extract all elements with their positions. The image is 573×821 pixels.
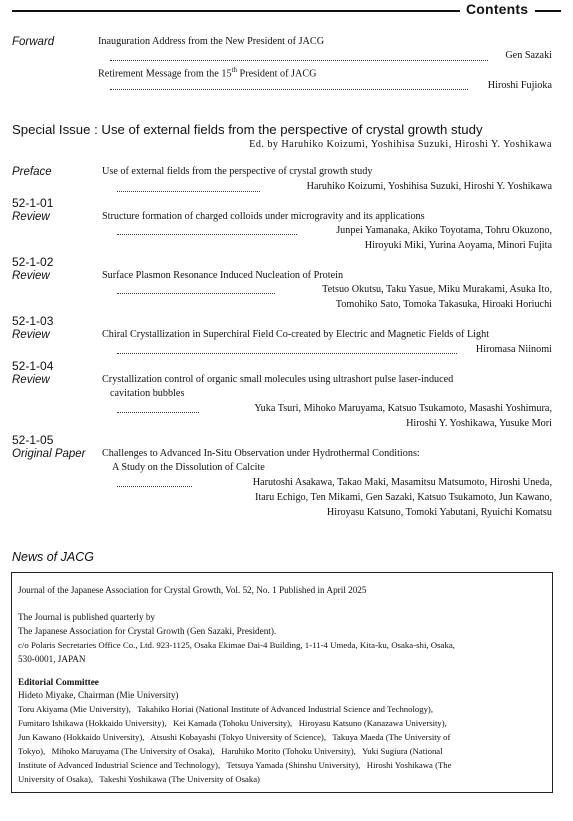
publication-info-box [11, 572, 553, 793]
article-title[interactable]: Chiral Crystallization in Superchiral Field Co-created by Electric and Magnetic Fields of Light [102, 329, 490, 340]
forward-item-2-authors: Hiroshi Fujioka [487, 80, 552, 91]
quarterly-line: The Journal is published quarterly by [18, 612, 156, 622]
article-authors: Hiromasa Niinomi [475, 344, 552, 355]
leader-dots [117, 353, 457, 354]
article-title[interactable]: Crystallization control of organic small molecules using ultrashort pulse laser-induced [102, 374, 454, 385]
contents-title: Contents [466, 1, 529, 17]
publication-line: Journal of the Japanese Association for Crystal Growth, Vol. 52, No. 1 Published in April 2025 [18, 585, 367, 595]
leader-dots [110, 89, 468, 90]
leader-dots [117, 234, 297, 235]
committee-line: Fumitaro Ishikawa (Hokkaido University), Kei Kamada (Tohoku University), Hiroyasu Katsuno (Kanazawa University), [18, 718, 447, 728]
article-title-continued[interactable]: A Study on the Dissolution of Calcite [112, 462, 265, 473]
leader-dots [110, 60, 488, 61]
article-code: 52-1-02 [12, 255, 54, 269]
committee-line: Jun Kawano (Hokkaido University), Atsushi Kobayashi (Tokyo University of Science), Takuya Maeda (The University of [18, 732, 451, 742]
article-authors: Hiroyuki Miki, Yurina Aoyama, Minori Fujita [364, 240, 552, 251]
committee-line: Hideto Miyake, Chairman (Mie University) [18, 690, 179, 700]
committee-line: Toru Akiyama (Mie University), Takahiko Horiai (National Institute of Advanced Industrial Science and Technology), [18, 704, 433, 714]
leader-dots [117, 486, 192, 487]
special-issue-heading: Special Issue : Use of external fields from the perspective of crystal growth study [12, 122, 483, 137]
article-type: Original Paper [12, 448, 86, 460]
article-code: 52-1-01 [12, 196, 54, 210]
article-code: 52-1-04 [12, 359, 54, 373]
forward-item-1-authors: Gen Sazaki [505, 50, 552, 61]
article-title[interactable]: Structure formation of charged colloids under microgravity and its applications [102, 211, 425, 222]
editorial-committee-heading: Editorial Committee [18, 677, 99, 687]
publisher-line: The Japanese Association for Crystal Growth (Gen Sazaki, President). [18, 626, 277, 636]
article-authors: Tomohiko Sato, Tomoka Takasuka, Hiroaki Horiuchi [335, 299, 552, 310]
article-code: 52-1-05 [12, 433, 54, 447]
address-line: 530-0001, JAPAN [18, 654, 86, 664]
special-issue-editors: Ed. by Haruhiko Koizumi, Yoshihisa Suzuki, Hiroshi Y. Yoshikawa [249, 139, 552, 150]
leader-dots [117, 293, 275, 294]
article-type: Review [12, 211, 50, 223]
forward-item-1-title[interactable]: Inauguration Address from the New President of JACG [98, 36, 325, 47]
forward-item-2-title[interactable]: Retirement Message from the 15th President of JACG [98, 66, 317, 80]
article-type: Review [12, 374, 50, 386]
committee-line: Tokyo), Mihoko Maruyama (The University of Osaka), Haruhiko Morito (Tohoku University), Yuki Sugiura (National [18, 746, 443, 756]
article-title[interactable]: Surface Plasmon Resonance Induced Nucleation of Protein [102, 270, 344, 281]
article-title-continued[interactable]: cavitation bubbles [110, 388, 185, 399]
article-type: Review [12, 270, 50, 282]
committee-line: Institute of Advanced Industrial Science and Technology), Tetsuya Yamada (Shinshu University), Hiroshi Yoshikawa (The [18, 760, 452, 770]
address-line: c/o Polaris Secretaries Office Co., Ltd. 923-1125, Osaka Ekimae Dai-4 Building, 1-11-4 Umeda, Kita-ku, Osaka-shi, Osaka, [18, 640, 455, 650]
article-title[interactable]: Use of external fields from the perspective of crystal growth study [102, 166, 373, 177]
article-authors: Harutoshi Asakawa, Takao Maki, Masamitsu Matsumoto, Hiroshi Uneda, [252, 477, 552, 488]
news-label: News of JACG [12, 550, 94, 564]
article-authors: Itaru Echigo, Ten Mikami, Gen Sazaki, Katsuo Tsukamoto, Jun Kawano, [255, 492, 552, 503]
article-type: Review [12, 329, 50, 341]
committee-line: University of Osaka), Takeshi Yoshikawa (The University of Osaka) [18, 774, 260, 784]
forward-label: Forward [12, 36, 55, 48]
article-authors: Hiroyasu Katsuno, Tomoki Yabutani, Ryuichi Komatsu [326, 507, 552, 518]
article-code: 52-1-03 [12, 314, 54, 328]
leader-dots [117, 191, 260, 192]
header-rule-right [535, 10, 561, 12]
article-authors: Hiroshi Y. Yoshikawa, Yusuke Mori [406, 418, 552, 429]
header-rule-left [12, 10, 460, 12]
article-title[interactable]: Challenges to Advanced In-Situ Observation under Hydrothermal Conditions: [102, 448, 420, 459]
article-type: Preface [12, 166, 52, 178]
article-authors: Yuka Tsuri, Mihoko Maruyama, Katsuo Tsukamoto, Masashi Yoshimura, [254, 403, 552, 414]
article-authors: Haruhiko Koizumi, Yoshihisa Suzuki, Hiroshi Y. Yoshikawa [306, 181, 552, 192]
article-authors: Tetsuo Okutsu, Taku Yasue, Miku Murakami, Asuka Ito, [322, 284, 552, 295]
leader-dots [117, 412, 199, 413]
article-authors: Junpei Yamanaka, Akiko Toyotama, Tohru Okuzono, [336, 225, 552, 236]
